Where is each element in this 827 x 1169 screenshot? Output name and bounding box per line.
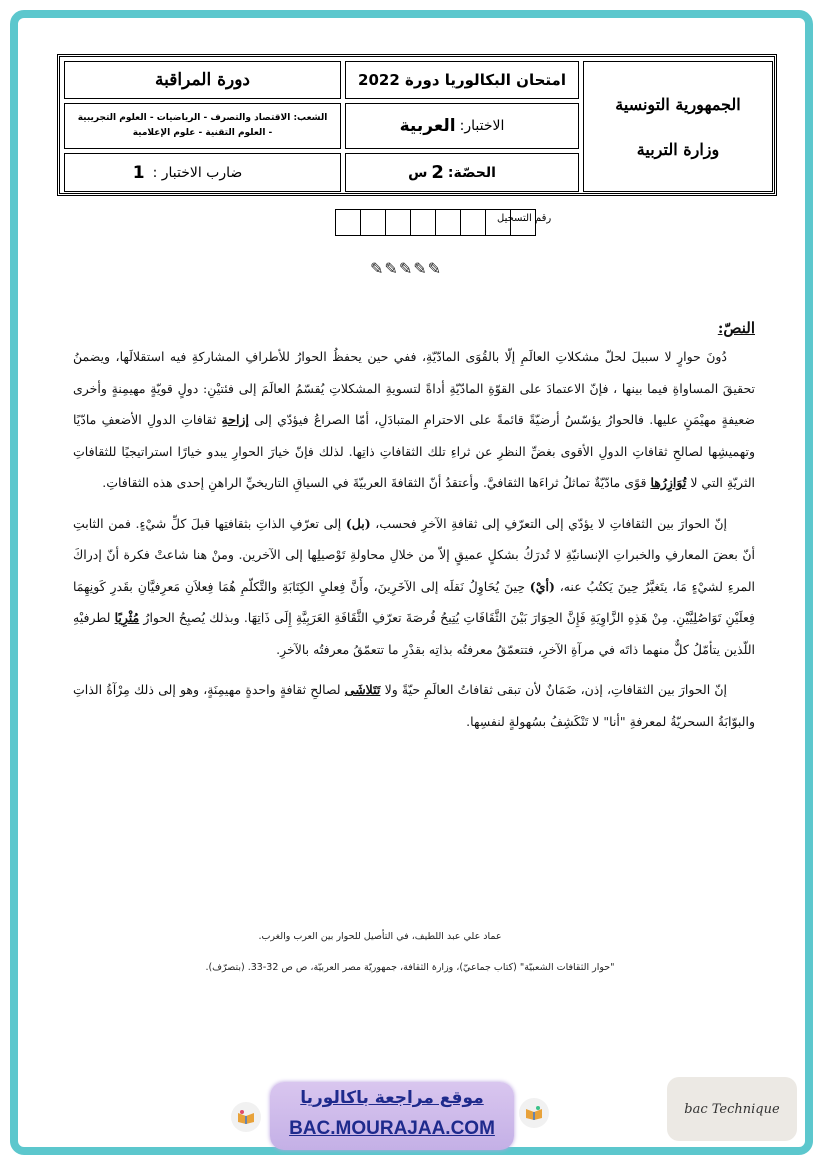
registration-box[interactable] — [510, 209, 536, 236]
source-book: "حوار الثقافات الشعبيّة" (كتاب جماعيّ)، وزارة الثقافة، جمهوريّة مصر العربيّة، ص ص 32-33. (بتصرّف). — [205, 962, 615, 973]
book-logo-icon — [519, 1098, 549, 1128]
book-logo-icon — [231, 1102, 261, 1132]
registration-label: رقم التسجيل — [497, 213, 552, 224]
ministry-name: وزارة التربية — [636, 139, 720, 159]
underlined-word: مُثْرِيًا — [114, 610, 140, 625]
coefficient-label: ضارب الاختبار : — [152, 164, 243, 181]
bold-word: (بل) — [345, 515, 371, 531]
site-name[interactable]: موقع مراجعة باكالوريا — [300, 1088, 484, 1108]
duration-value: 2 — [431, 162, 444, 183]
institution-cell — [583, 61, 773, 192]
site-url-link[interactable]: BAC.MOURAJAA.COM — [289, 1118, 495, 1139]
coefficient-value: 1 — [132, 162, 145, 183]
session-title: دورة المراقبة — [64, 61, 341, 99]
subject-cell — [345, 103, 579, 149]
registration-box[interactable] — [460, 209, 486, 236]
underlined-word: تَتَلاشَى — [344, 682, 381, 697]
registration-box[interactable] — [435, 209, 461, 236]
registration-box[interactable] — [385, 209, 411, 236]
duration-label: الحصّة: — [447, 164, 496, 181]
brand-logo: bac Technique — [667, 1077, 797, 1141]
paragraph-2: إنّ الحوارَ بين الثقافاتِ لا يؤدّي إلى التعرّفِ إلى ثقافةِ الآخرِ فحسب، (بل) إلى تعرّفِ الذاتِ بثقافتِها قبلَ كلِّ شيْءٍ. فمن الثابتِ أنّ بعضَ المعارفِ والخبراتِ الإنسانيّةِ لا تُدرَكُ بشكلٍ عميقٍ إلاّ من خلالِ محاولةِ تَوْصيلِها إلى الآخرين. ومنْ هنا شاعتْ فكرة أنّ إدراكَ المرءِ لشيْءٍ مَا، يتَغيَّرُ حِينَ يَكتُبُ عنه، (أيْ) حِينَ يُحَاوِلُ نَقلَه إلى الآخَرِينَ، وأَنَّ فِعليِ الكِتَابَةِ والتَّكلّمِ هُمَا فِعلاَنِ مَعرِفيَّانِ بقَدرِ كَونِهِمَا فِعلَيْنِ تَوَاصُلِيَّيْنِ. مِنْ هَذِهِ الزَّاوِيَةِ فَإِنَّ الحِوَارَ بَيْنَ الثَّقَافَاتِ يُتِيحُ فُرصَةَ تعرّفِ الثَّقَافَةِ العَرَبِيَّةِ إِلَى ذَاتِهَا. وبذلك يُصبِحُ الحوارُ مُثْرِيًا لطرفيْهِ اللّذين يتأمّلُ كلٌّ منهما ذاتَه في مرآةِ الآخرِ، فتتعمّقُ معرفتُه بذاتِه بقدْرِ ما تتعمّقُ معرفتُه بالآخرِ. — [73, 515, 755, 657]
registration-boxes — [336, 209, 536, 236]
registration-box[interactable] — [485, 209, 511, 236]
paragraph-3: إنّ الحوارَ بين الثقافاتِ، إذن، ضَمَانٌ لأن تبقى ثقافاتُ العالَمِ حيّةً ولا تَتَلاشَى لصالحِ ثقافةٍ واحدةٍ مهيمِنَةٍ، وهو إلى ذلك مِرْآةُ الذاتِ والبوّابَةُ السحريّةُ لمعرفةِ "أنا" لا تَنْكَشِفُ بسُهولةٍ لنفسِها. — [73, 682, 755, 729]
duration-cell — [345, 153, 579, 192]
exam-title: امتحان البكالوريا دورة 2022 — [345, 61, 579, 99]
subject-value: العربية — [399, 116, 456, 136]
exam-header-table — [57, 54, 777, 196]
paragraph-1: دُونَ حوارٍ لا سبيلَ لحلّ مشكلاتِ العالَمِ إلّا بالقُوَى المادّيّةِ، ففي حين يحفظُ الحوارُ للأطرافِ المشاركةِ فيه استقلالَها، ويضمنُ تحقيقَ المساواةِ فيما بينها ، فإنّ الاعتمادَ على القوّةِ المادّيّةِ أداةً لتسويةِ المشكلاتِ يُقسّمُ العالَمَ إلى فئتيْنِ: دولٍ قويّةٍ مهيمِنةٍ وأخرى ضعيفةٍ مهيْمَنٍ عليها. فالحوارُ يؤسّسُ أرضيّةً قائمةً على الاحترامِ المتبادَلِ، أمّا الصراعُ فيؤدّي إلى إزاحةِ ثقافاتِ الدولِ الأضعفِ مادّيًا وتهميشِها لصالحِ ثقافاتِ الدولِ الأقوى بغضِّ النظرِ عن ثراءِ تلك الثقافاتِ ذاتِها. لذلك فإنّ خيارَ الحوارِ يبدو خيارًا استراتيجيًا للثقافاتِ الثريّةِ التي لا تُوَازِرُها قوًى مادّيّةٌ تماثلُ ثراءَها الثقافيَّ. وأعتقدُ أنّ الثقافةَ العربيّةَ في السياقِ التاريخيِّ الراهنِ إحدى هذه الثقافاتِ. — [73, 349, 755, 490]
registration-box[interactable] — [410, 209, 436, 236]
site-banner[interactable] — [270, 1082, 514, 1150]
text-body — [73, 315, 755, 746]
registration-box[interactable] — [335, 209, 361, 236]
sections-cell — [64, 103, 341, 149]
bold-word: (أيْ) — [529, 578, 555, 594]
sections-line-2: - العلوم التقنية - علوم الإعلامية — [132, 128, 273, 138]
text-title: النصّ: — [717, 319, 755, 337]
subject-label: الاختبار: — [459, 118, 505, 134]
sections-line-1: الشعب: الاقتصاد والتصرف - الرياضيات - العلوم التجريبية — [77, 113, 328, 123]
coefficient-cell — [64, 153, 341, 192]
underlined-word: إزاحةِ — [221, 412, 249, 427]
registration-box[interactable] — [360, 209, 386, 236]
source-author: عماد علي عبد اللطيف، في التأصيل للحوار بين العرب والغرب. — [258, 931, 502, 942]
pencil-icon: ✎✎✎✎✎ — [370, 259, 443, 278]
underlined-word: تُوَازِرُها — [650, 475, 687, 490]
duration-unit: س — [408, 164, 428, 181]
republic-name: الجمهورية التونسية — [615, 94, 741, 114]
